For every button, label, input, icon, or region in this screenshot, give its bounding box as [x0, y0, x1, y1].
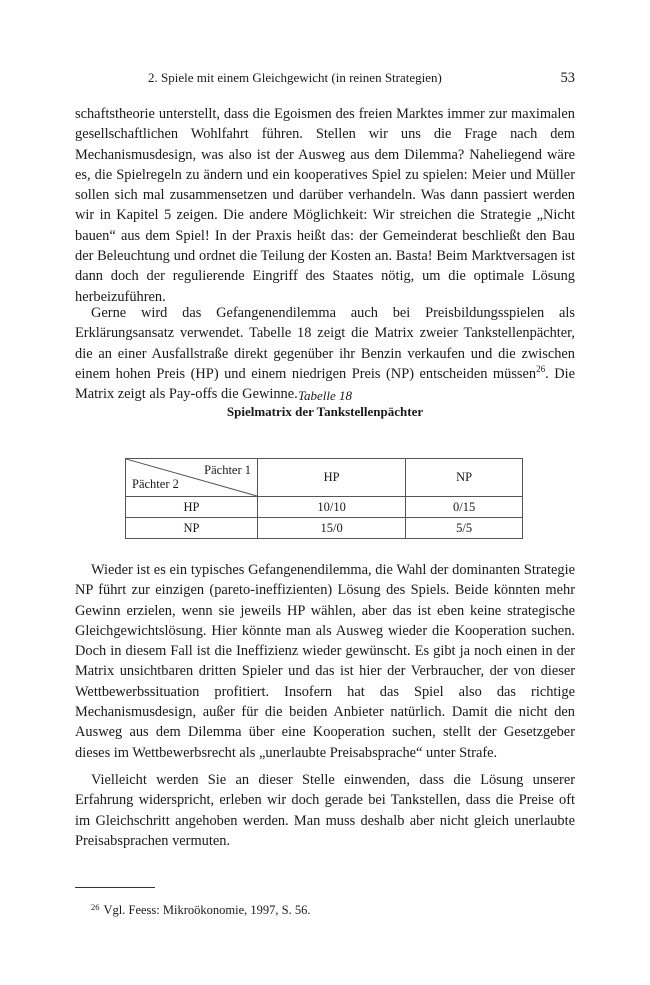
page-number: 53	[560, 70, 575, 86]
footnote-reference: 26	[536, 363, 546, 374]
table-header-row	[126, 459, 523, 497]
row-header-hp: HP	[126, 497, 258, 518]
paragraph-3: Wieder ist es ein typisches Gefangenendilemma, die Wahl der dominanten Strategie NP führt zur einzigen (pareto-ineffizienten) Lösung des Spiels. Beide könnten mehr Gewinn erzielen, wenn sie jeweils HP wählen, aber das ist eben keine strategische Gleichgewichtslösung. Hier könnte man als Ausweg wieder die Kooperation suchen. Doch in diesem Fall ist die Ineffizienz wieder gewünscht. Es gibt ja noch einen in der Matrix unsichtbaren dritten Spieler und das ist hier der Verbraucher, der von dieser Wettbewerbssituation profitiert. Insofern hat das Spiel also das richtige Mechanismusdesign, außer für die beiden Anbieter natürlich. Damit die nicht den Ausweg aus dem Dilemma über eine Kooperation suchen, stellt der Gesetzgeber dieses im Wettbewerbsrecht als „unerlaubte Preisabsprache“ unter Strafe.	[75, 562, 575, 761]
column-header-np: NP	[406, 459, 523, 497]
footnote-separator	[75, 887, 155, 888]
row-header-np: NP	[126, 518, 258, 539]
table-title: Spielmatrix der Tankstellenpächter	[226, 404, 424, 419]
paragraph-2-end: . Die Matrix zeigt als Pay-offs die Gewinne.	[75, 365, 575, 403]
corner-cell	[126, 459, 258, 497]
footnote	[91, 899, 310, 918]
paragraph-2-text: Gerne wird das Gefangenendilemma auch bei Preisbildungsspielen als Erklärungsansatz verwendet. Tabelle 18 zeigt die Matrix zweier Tankstellenpächter, die an einer Ausfallstraße direkt gegenüber ihr Benzin verkaufen und die zwischen einem hohen Preis (HP) und einem niedrigen Preis (NP) entscheiden müssen	[75, 305, 575, 382]
footnote-number: 26	[91, 902, 100, 912]
table-label: Tabelle 18	[297, 388, 353, 403]
footnote-text: Vgl. Feess: Mikroökonomie, 1997, S. 56.	[103, 903, 311, 917]
corner-label-player-1: Pächter 1	[204, 463, 251, 477]
table-cell: 5/5	[406, 518, 523, 539]
table-row	[126, 518, 523, 539]
table-row	[126, 497, 523, 518]
running-header-title: 2. Spiele mit einem Gleichgewicht (in reinen Strategien)	[148, 70, 442, 85]
corner-label-player-2: Pächter 2	[132, 477, 179, 491]
column-header-hp: HP	[258, 459, 406, 497]
paragraph-1: schaftstheorie unterstellt, dass die Egoismen des freien Marktes immer zur maximalen gesellschaftlichen Wohlfahrt führen. Stellen wir uns die Frage nach dem Mechanismusdesign, was also ist der Ausweg aus dem Dilemma? Naheliegend wäre es, die Spielregeln zu ändern und ein kooperatives Spiel zu spielen: Meier und Müller sollen sich mal zusammensetzen und darüber verhandeln. Was dann passiert werden wir in Kapitel 5 zeigen. Die andere Möglichkeit: Wir streichen die Strategie „Nicht bauen“ aus dem Spiel! In der Praxis heißt das: der Gemeinderat beschließt den Bau der Beleuchtung und ordnet die Teilung der Kosten an. Basta! Beim Marktversagen ist dann doch der regulierende Eingriff des Staates nötig, um die optimale Lösung herbeizuführen.	[75, 106, 575, 305]
table-cell: 10/10	[258, 497, 406, 518]
table-cell: 0/15	[406, 497, 523, 518]
paragraph-4: Vielleicht werden Sie an dieser Stelle einwenden, dass die Lösung unserer Erfahrung widerspricht, erleben wir doch gerade bei Tankstellen, dass die Preise oft im Gleichschritt angehoben werden. Man muss deshalb aber nicht gleich unerlaubte Preisabsprachen vermuten.	[75, 772, 575, 849]
payoff-matrix-table	[125, 458, 523, 539]
table-cell: 15/0	[258, 518, 406, 539]
